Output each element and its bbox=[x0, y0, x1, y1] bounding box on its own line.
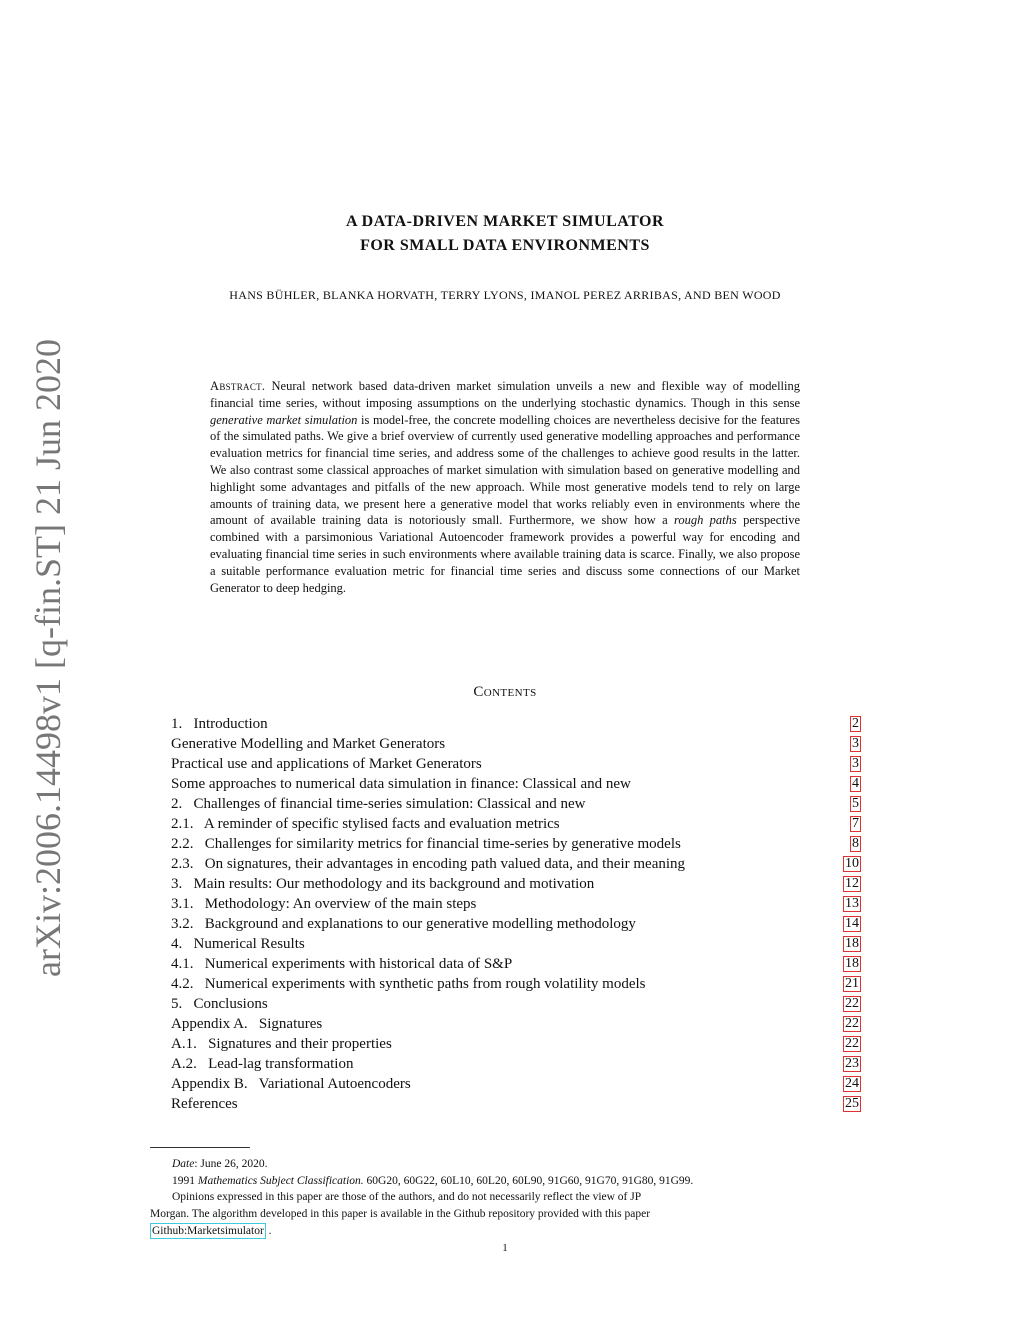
toc-entry-label[interactable]: 4.1. Numerical experiments with historical data of S&P bbox=[171, 956, 513, 972]
footnote-link-line bbox=[150, 1223, 860, 1240]
paper-title-line-2: FOR SMALL DATA ENVIRONMENTS bbox=[360, 237, 650, 254]
toc-entry[interactable] bbox=[171, 834, 861, 854]
abstract bbox=[210, 378, 800, 596]
toc-page-link[interactable]: 10 bbox=[845, 856, 859, 871]
toc-page-link[interactable]: 18 bbox=[845, 936, 859, 951]
toc-page-link[interactable]: 5 bbox=[852, 796, 859, 811]
contents-heading: Contents bbox=[473, 684, 537, 700]
toc-entry-label[interactable]: References bbox=[171, 1096, 238, 1112]
author-list: HANS BÜHLER, BLANKA HORVATH, TERRY LYONS, IMANOL PEREZ ARRIBAS, AND BEN WOOD bbox=[229, 288, 781, 302]
toc-page-link[interactable]: 24 bbox=[845, 1076, 859, 1091]
footnote-msc-label: Mathematics Subject Classification. bbox=[197, 1174, 364, 1187]
toc-entry[interactable] bbox=[171, 734, 861, 754]
toc-entry-label[interactable]: 2.1. A reminder of specific stylised facts and evaluation metrics bbox=[171, 816, 560, 832]
toc-page-link[interactable]: 4 bbox=[852, 776, 859, 791]
footnotes bbox=[150, 1156, 860, 1240]
toc-page-link[interactable]: 21 bbox=[845, 976, 859, 991]
toc-entry-label[interactable]: 1. Introduction bbox=[171, 716, 268, 732]
toc-entry[interactable] bbox=[171, 994, 861, 1014]
toc-entry[interactable] bbox=[171, 1094, 861, 1114]
toc-entry[interactable] bbox=[171, 1014, 861, 1034]
footnote-date-value: : June 26, 2020. bbox=[194, 1158, 268, 1170]
toc-entry-label[interactable]: A.2. Lead-lag transformation bbox=[171, 1056, 354, 1072]
toc-entry-label[interactable]: Appendix B. Variational Autoencoders bbox=[171, 1076, 411, 1092]
footnote-msc-codes: 60G20, 60G22, 60L10, 60L20, 60L90, 91G60, 91G70, 91G80, 91G99. bbox=[366, 1174, 694, 1187]
toc-entry-label[interactable]: A.1. Signatures and their properties bbox=[171, 1036, 392, 1052]
toc-page-link[interactable]: 22 bbox=[845, 1016, 859, 1031]
toc-entry-label[interactable]: 3.1. Methodology: An overview of the main steps bbox=[171, 896, 477, 912]
toc-entry-label[interactable]: Some approaches to numerical data simulation in finance: Classical and new bbox=[171, 776, 631, 792]
toc-entry-label[interactable]: 4. Numerical Results bbox=[171, 936, 305, 952]
footnote-rule bbox=[150, 1147, 250, 1148]
toc-page-link[interactable]: 3 bbox=[852, 756, 859, 771]
toc-entry-label[interactable]: 2.2. Challenges for similarity metrics for financial time-series by generative models bbox=[171, 836, 681, 852]
abstract-text-2: is model-free, the concrete modelling choices are nevertheless decisive for the features of the simulated paths. We give a brief overview of currently used generative modelling approaches and performance evaluation metrics for financial time series, and address some of the challenges to achieve good results in the latter. We also contrast some classical approaches of market simulation with simulation based on generative modelling and highlight some advantages and pitfalls of the new approach. While most generative models tend to rely on large amounts of training data, we present here a generative model that works reliably even in environments where the amount of available training data is notoriously small. Furthermore, we show how a bbox=[210, 412, 800, 528]
footnote-date-label: Date bbox=[172, 1158, 195, 1170]
abstract-emphasis-1: generative market simulation bbox=[210, 412, 358, 427]
abstract-text-1: Neural network based data-driven market simulation unveils a new and flexible way of modelling financial time series, without imposing assumptions on the underlying stochastic dynamics. Though in this sense bbox=[210, 379, 800, 410]
paper-title bbox=[0, 210, 1010, 258]
toc-entry-label[interactable]: 4.2. Numerical experiments with synthetic paths from rough volatility models bbox=[171, 976, 646, 992]
toc-entry[interactable] bbox=[171, 1074, 861, 1094]
toc-entry[interactable] bbox=[171, 874, 861, 894]
toc-page-link[interactable]: 13 bbox=[845, 896, 859, 911]
abstract-text-3: perspective combined with a parsimonious Variational Autoencoder framework provides a powerful way for encoding and evaluating financial time series in such environments where available training data is scarce. Finally, we also propose a suitable performance evaluation metric for financial time series and discuss some connections of our Market Generator to deep hedging. bbox=[210, 513, 801, 595]
toc-entry[interactable] bbox=[171, 934, 861, 954]
toc-entry[interactable] bbox=[171, 794, 861, 814]
github-repository-link[interactable]: Github:Marketsimulator bbox=[152, 1224, 264, 1237]
toc-entry-label[interactable]: 3. Main results: Our methodology and its background and motivation bbox=[171, 876, 595, 892]
toc-page-link[interactable]: 8 bbox=[852, 836, 859, 851]
toc-entry[interactable] bbox=[171, 754, 861, 774]
toc-page-link[interactable]: 2 bbox=[852, 716, 859, 731]
arxiv-identifier-stamp: arXiv:2006.14498v1 [q-fin.ST] 21 Jun 2020 bbox=[28, 339, 68, 977]
toc-page-link[interactable]: 18 bbox=[845, 956, 859, 971]
footnote-opinion-line-2: Morgan. The algorithm developed in this paper is available in the Github repository provided with this paper bbox=[150, 1208, 651, 1221]
toc-page-link[interactable]: 12 bbox=[845, 876, 859, 891]
page-number: 1 bbox=[502, 1242, 508, 1254]
toc-entry[interactable] bbox=[171, 1054, 861, 1074]
toc-entry[interactable] bbox=[171, 814, 861, 834]
abstract-emphasis-2: rough paths bbox=[673, 513, 737, 528]
toc-entry[interactable] bbox=[171, 854, 861, 874]
footnote-opinion-line-1: Opinions expressed in this paper are those of the authors, and do not necessarily reflect the view of JP bbox=[172, 1191, 642, 1204]
toc-entry-label[interactable]: Appendix A. Signatures bbox=[171, 1016, 323, 1032]
table-of-contents bbox=[171, 714, 861, 1114]
toc-entry-label[interactable]: 2. Challenges of financial time-series simulation: Classical and new bbox=[171, 796, 586, 812]
toc-page-link[interactable]: 23 bbox=[845, 1056, 859, 1071]
toc-entry[interactable] bbox=[171, 894, 861, 914]
footnote-date bbox=[150, 1156, 860, 1173]
toc-entry[interactable] bbox=[171, 974, 861, 994]
toc-entry-label[interactable]: Practical use and applications of Market Generators bbox=[171, 756, 482, 772]
footnote-link-tail: . bbox=[268, 1224, 272, 1237]
toc-page-link[interactable]: 14 bbox=[845, 916, 859, 931]
toc-entry[interactable] bbox=[171, 774, 861, 794]
footnote-msc bbox=[150, 1173, 860, 1190]
toc-page-link[interactable]: 3 bbox=[852, 736, 859, 751]
toc-page-link[interactable]: 7 bbox=[852, 816, 859, 831]
abstract-heading: Abstract. bbox=[210, 379, 266, 393]
toc-page-link[interactable]: 22 bbox=[845, 1036, 859, 1051]
toc-page-link[interactable]: 25 bbox=[845, 1096, 859, 1111]
paper-title-line-1: A DATA-DRIVEN MARKET SIMULATOR bbox=[346, 213, 664, 230]
toc-entry[interactable] bbox=[171, 714, 861, 734]
toc-entry-label[interactable]: 3.2. Background and explanations to our generative modelling methodology bbox=[171, 916, 636, 932]
toc-page-link[interactable]: 22 bbox=[845, 996, 859, 1011]
toc-entry-label[interactable]: Generative Modelling and Market Generators bbox=[171, 736, 446, 752]
toc-entry-label[interactable]: 5. Conclusions bbox=[171, 996, 268, 1012]
toc-entry[interactable] bbox=[171, 914, 861, 934]
toc-entry[interactable] bbox=[171, 1034, 861, 1054]
toc-entry-label[interactable]: 2.3. On signatures, their advantages in encoding path valued data, and their meaning bbox=[171, 856, 686, 872]
footnote-msc-prefix: 1991 bbox=[172, 1174, 195, 1187]
toc-entry[interactable] bbox=[171, 954, 861, 974]
